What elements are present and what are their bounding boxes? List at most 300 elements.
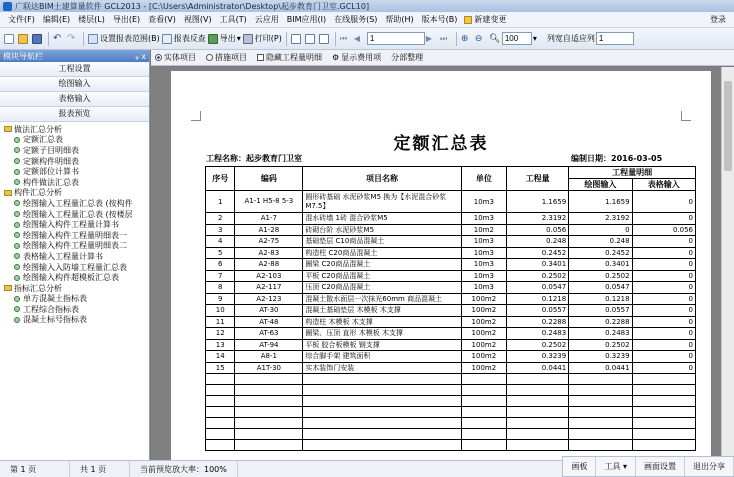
cell-unit: 10m3 (461, 236, 506, 248)
empty-row (206, 407, 696, 418)
cell-name: 混水砖墙 1砖 混合砂浆M5 (303, 213, 461, 225)
tree-report-item[interactable] (0, 294, 149, 305)
folder-icon (4, 190, 12, 196)
undo-button[interactable] (53, 32, 65, 46)
report-reverse-label: 报表反查 (173, 34, 206, 43)
cell-table: 0 (632, 305, 695, 317)
col-header-seq: 序号 (206, 167, 235, 191)
tree-item-label: 定额构件明细表 (23, 156, 79, 166)
cell-table: 0 (632, 270, 695, 282)
empty-cell (235, 407, 303, 418)
empty-cell (506, 407, 568, 418)
report-reverse-icon (162, 34, 172, 44)
cell-qty: 0.0557 (506, 305, 568, 317)
report-range-label: 设置报表范围(B) (100, 34, 160, 43)
cell-code: A2-83 (235, 247, 303, 259)
empty-cell (303, 407, 461, 418)
empty-cell (569, 418, 632, 429)
cell-unit: 100m2 (461, 328, 506, 340)
gear-icon: ⚙ (332, 53, 340, 62)
cell-unit: 100m2 (461, 351, 506, 363)
empty-cell (569, 440, 632, 451)
empty-cell (632, 407, 695, 418)
bottom-tools (562, 456, 734, 477)
cell-code: A2-75 (235, 236, 303, 248)
zoom-dropdown-button[interactable] (533, 32, 545, 46)
report-tree (0, 122, 149, 325)
double-page-icon (305, 34, 315, 44)
nav-table-input[interactable]: 表格输入 (0, 92, 149, 107)
tree-item-label: 绘图输入构件工程量计算书 (23, 220, 119, 230)
open-file-button[interactable] (18, 32, 30, 46)
col-header-qty: 工程量 (506, 167, 568, 191)
radio-selected-icon (155, 54, 162, 61)
empty-cell (506, 374, 568, 385)
cell-draw: 0.2502 (569, 339, 632, 351)
tree-report-item[interactable] (0, 219, 149, 230)
report-range-button[interactable] (88, 32, 160, 46)
multi-page-icon (319, 34, 329, 44)
bottom-tool-tools[interactable]: 工具 ▾ (596, 457, 636, 476)
cell-draw: 0.0441 (569, 362, 632, 374)
empty-cell (461, 407, 506, 418)
cell-code: AT-30 (235, 305, 303, 317)
menu-floor[interactable]: 楼层(L) (78, 15, 105, 24)
table-row (206, 282, 696, 294)
cell-table: 0 (632, 351, 695, 363)
window-title: 广联达BIM土建算量软件 GCL2013 - [C:\Users\Administrator\Desktop\起步教育门卫室.GCL10] (15, 1, 370, 11)
checkbox-label: 隐藏工程量明细 (266, 53, 322, 62)
cell-unit: 100m2 (461, 339, 506, 351)
empty-cell (506, 396, 568, 407)
table-row (206, 362, 696, 374)
cell-table: 0 (632, 362, 695, 374)
cell-table: 0 (632, 328, 695, 340)
cell-table: 0 (632, 282, 695, 294)
cell-name: 圈梁、压顶 直形 木模板 木支撑 (303, 328, 461, 340)
menu-viewport[interactable]: 视图(V) (183, 15, 212, 24)
cell-code: A8-1 (235, 351, 303, 363)
table-row (206, 339, 696, 351)
quota-summary-table (205, 166, 696, 451)
new-file-button[interactable] (4, 32, 16, 46)
cell-name: 混凝土基础垫层 木模板 木支撑 (303, 305, 461, 317)
empty-cell (303, 418, 461, 429)
menu-edit[interactable]: 编辑(E) (42, 15, 71, 24)
tree-report-item[interactable] (0, 304, 149, 315)
report-icon (14, 317, 20, 323)
single-page-button[interactable] (291, 32, 303, 46)
menu-help[interactable]: 帮助(H) (385, 15, 414, 24)
print-label: 打印(P) (254, 34, 282, 43)
report-range-icon (88, 34, 98, 44)
cell-qty: 0.2483 (506, 328, 568, 340)
last-page-icon: ⏭ (439, 33, 448, 43)
toolbar-separator (48, 32, 49, 46)
menu-view[interactable]: 查看(V) (148, 15, 176, 24)
empty-cell (506, 429, 568, 440)
folder-icon (4, 285, 12, 291)
report-icon (14, 200, 20, 206)
magnifier-icon: 🔍︎ (488, 33, 501, 44)
status-total: 共 1 页 (70, 461, 130, 477)
table-row (206, 224, 696, 236)
cell-seq: 1 (206, 191, 235, 213)
cell-name: 压顶 C20商品混凝土 (303, 282, 461, 294)
table-row (206, 259, 696, 271)
cell-seq: 3 (206, 224, 235, 236)
report-icon (14, 306, 20, 312)
tree-folder[interactable] (0, 124, 149, 135)
col-header-code: 编码 (235, 167, 303, 191)
empty-cell (632, 396, 695, 407)
table-row (206, 305, 696, 317)
tree-report-item[interactable] (0, 241, 149, 252)
cell-draw: 0.2288 (569, 316, 632, 328)
empty-cell (206, 396, 235, 407)
cell-table: 0 (632, 259, 695, 271)
empty-cell (461, 418, 506, 429)
empty-cell (206, 429, 235, 440)
tree-item-label: 做法汇总分析 (14, 124, 62, 134)
empty-row (206, 374, 696, 385)
tree-report-item[interactable] (0, 209, 149, 220)
cell-seq: 6 (206, 259, 235, 271)
menu-version[interactable]: 版本号(B) (421, 15, 458, 24)
empty-row (206, 440, 696, 451)
cell-name: 砖砌台阶 水泥砂浆M5 (303, 224, 461, 236)
report-title: 定额汇总表 (393, 134, 489, 154)
report-icon (14, 179, 20, 185)
hide-detail-button[interactable] (257, 52, 322, 63)
cell-seq: 13 (206, 339, 235, 351)
login-button[interactable]: 登录 (710, 15, 726, 24)
redo-icon: ↷ (67, 33, 76, 44)
cell-unit: 10m3 (461, 270, 506, 282)
cell-unit: 10m3 (461, 259, 506, 271)
tree-item-label: 构件汇总分析 (14, 188, 62, 198)
printer-icon (243, 34, 253, 44)
single-page-icon (291, 34, 301, 44)
chevron-down-icon: ▾ (532, 34, 537, 43)
empty-cell (303, 440, 461, 451)
bottom-tool-exit-share[interactable]: 退出分享 (685, 457, 734, 476)
tree-item-label: 绘图输入入防墙工程量汇总表 (23, 262, 127, 272)
tree-report-item[interactable] (0, 177, 149, 188)
tree-item-label: 混凝土标号指标表 (23, 315, 87, 325)
section-sort-button[interactable] (391, 52, 423, 63)
menu-export[interactable]: 导出(E) (112, 15, 141, 24)
tree-report-item[interactable] (0, 230, 149, 241)
cell-seq: 8 (206, 282, 235, 294)
tree-report-item[interactable] (0, 156, 149, 167)
empty-cell (569, 385, 632, 396)
tree-folder[interactable] (0, 283, 149, 294)
first-page-button[interactable] (340, 32, 352, 46)
tree-item-label: 绘图输入构件超模板汇总表 (23, 273, 119, 283)
new-change-button[interactable] (461, 14, 509, 25)
tree-report-item[interactable] (0, 166, 149, 177)
empty-cell (569, 374, 632, 385)
empty-cell (206, 418, 235, 429)
empty-cell (506, 440, 568, 451)
project-name: 工程名称：起步教育门卫室 (206, 154, 302, 163)
report-icon (14, 169, 20, 175)
zoom-in-icon: ⊕ (460, 33, 469, 44)
tree-item-label: 绘图输入构件工程量明细表一 (23, 230, 127, 240)
empty-row (206, 385, 696, 396)
empty-cell (206, 407, 235, 418)
tree-report-item[interactable] (0, 145, 149, 156)
new-change-icon (464, 16, 472, 24)
cell-code: AT-63 (235, 328, 303, 340)
zoom-in-button[interactable] (461, 32, 473, 46)
report-icon (14, 137, 20, 143)
tree-report-item[interactable] (0, 198, 149, 209)
tree-item-label: 定额部位计算书 (23, 167, 79, 177)
toolbar-separator (456, 32, 457, 46)
export-icon (208, 34, 218, 44)
col-header-draw: 绘图输入 (569, 179, 632, 191)
report-options-bar (151, 50, 734, 66)
cell-code: A1-28 (235, 224, 303, 236)
radio-measure-items[interactable] (206, 52, 247, 63)
report-reverse-button[interactable] (162, 32, 206, 46)
magnifier-button[interactable] (489, 32, 501, 46)
empty-cell (303, 374, 461, 385)
toolbar-separator (286, 32, 287, 46)
report-icon (14, 211, 20, 217)
table-row (206, 328, 696, 340)
module-navigation-panel (0, 50, 150, 460)
status-page: 第 1 页 (0, 461, 70, 477)
table-body (206, 191, 696, 451)
cell-unit: 10m3 (461, 213, 506, 225)
menu-file[interactable]: 文件(F) (8, 15, 35, 24)
cell-draw: 2.3192 (569, 213, 632, 225)
cell-seq: 7 (206, 270, 235, 282)
tree-item-label: 绘图输入构件工程量明细表二 (23, 241, 127, 251)
option-label: 分部整理 (391, 53, 424, 62)
redo-button[interactable] (67, 32, 79, 46)
prev-page-button[interactable] (354, 32, 366, 46)
toolbar-separator (83, 32, 84, 46)
cell-code: AT-94 (235, 339, 303, 351)
empty-cell (569, 429, 632, 440)
table-row (206, 191, 696, 213)
menu-cloud[interactable]: 云应用 (254, 15, 279, 24)
cell-code: A2-123 (235, 293, 303, 305)
empty-cell (632, 429, 695, 440)
status-zoom: 当前预览放大率：100% (130, 461, 238, 477)
compile-date: 编制日期：2016-03-05 (571, 154, 663, 163)
report-icon (14, 275, 20, 281)
cell-draw: 0.3239 (569, 351, 632, 363)
empty-cell (461, 374, 506, 385)
empty-cell (569, 407, 632, 418)
empty-row (206, 429, 696, 440)
cell-table: 0 (632, 293, 695, 305)
cell-draw: 0.0557 (569, 305, 632, 317)
empty-cell (235, 418, 303, 429)
cell-seq: 9 (206, 293, 235, 305)
tree-report-item[interactable] (0, 262, 149, 273)
cell-unit: 100m2 (461, 316, 506, 328)
table-row (206, 316, 696, 328)
cell-qty: 0.056 (506, 224, 568, 236)
double-page-button[interactable] (305, 32, 317, 46)
page-number-input[interactable] (367, 32, 425, 45)
report-icon (14, 253, 20, 259)
export-button[interactable] (208, 32, 241, 46)
toolbar (0, 28, 734, 50)
report-icon (14, 243, 20, 249)
new-file-icon (4, 34, 14, 44)
zoom-select[interactable] (502, 32, 532, 45)
table-row (206, 270, 696, 282)
cell-name: 混凝土散水面层一次抹光60mm 商品混凝土 (303, 293, 461, 305)
report-icon (14, 232, 20, 238)
tree-report-item[interactable] (0, 272, 149, 283)
export-label: 导出 (219, 34, 236, 43)
cell-name: 实木装饰门安装 (303, 362, 461, 374)
crop-mark (681, 111, 691, 121)
scrollbar-thumb[interactable] (724, 81, 732, 171)
print-button[interactable] (243, 32, 282, 46)
cell-unit: 10m2 (461, 224, 506, 236)
report-icon (14, 296, 20, 302)
table-row (206, 293, 696, 305)
tree-folder[interactable] (0, 188, 149, 199)
cell-table: 0 (632, 339, 695, 351)
nav-report-preview[interactable]: 报表预览 (0, 107, 149, 122)
tree-item-label: 表格输入工程量计算书 (23, 251, 103, 261)
bottom-tool-screen-settings[interactable]: 画面设置 (636, 457, 685, 476)
table-row (206, 351, 696, 363)
tree-report-item[interactable] (0, 251, 149, 262)
vertical-scrollbar[interactable] (721, 67, 734, 460)
chevron-down-icon: ▾ (236, 34, 241, 43)
col-header-unit: 单位 (461, 167, 506, 191)
empty-cell (303, 396, 461, 407)
nav-drawing-input[interactable]: 绘图输入 (0, 77, 149, 92)
radio-entity-items[interactable] (155, 52, 196, 63)
menu-bar (0, 12, 734, 28)
empty-cell (235, 396, 303, 407)
pin-close-icon[interactable]: ᵩ x (135, 51, 146, 61)
cell-table: 0 (632, 213, 695, 225)
empty-cell (206, 385, 235, 396)
empty-cell (206, 440, 235, 451)
empty-cell (235, 429, 303, 440)
report-icon (14, 158, 20, 164)
menu-tools[interactable]: 工具(T) (219, 15, 247, 24)
cell-qty: 0.3401 (506, 259, 568, 271)
option-label: 显示费用项 (341, 53, 382, 62)
crop-mark (191, 111, 201, 121)
app-logo-icon (3, 2, 12, 11)
cell-seq: 12 (206, 328, 235, 340)
empty-row (206, 418, 696, 429)
cell-draw: 0 (569, 224, 632, 236)
cell-unit: 10m3 (461, 191, 506, 213)
report-icon (14, 222, 20, 228)
menu-bim[interactable]: BIM应用(I) (286, 15, 327, 24)
tree-item-label: 单方混凝土指标表 (23, 294, 87, 304)
tree-report-item[interactable] (0, 315, 149, 326)
checkbox-icon (257, 54, 264, 61)
empty-cell (461, 440, 506, 451)
folder-icon (4, 126, 12, 132)
table-row (206, 247, 696, 259)
empty-cell (632, 385, 695, 396)
menu-online[interactable]: 在线服务(S) (334, 15, 378, 24)
zoom-out-button[interactable] (475, 32, 487, 46)
first-page-icon: ⏮ (339, 33, 348, 43)
cell-qty: 0.2502 (506, 270, 568, 282)
empty-cell (303, 429, 461, 440)
tree-item-label: 工程综合指标表 (23, 304, 79, 314)
tree-item-label: 定额汇总表 (23, 135, 63, 145)
cell-seq: 4 (206, 236, 235, 248)
list-fit-input[interactable] (596, 32, 634, 45)
empty-cell (569, 396, 632, 407)
table-row (206, 236, 696, 248)
cell-seq: 5 (206, 247, 235, 259)
toolbar-separator (335, 32, 336, 46)
tree-item-label: 绘图输入工程量汇总表 (按构件 (23, 198, 133, 208)
tree-report-item[interactable] (0, 135, 149, 146)
radio-icon (206, 54, 213, 61)
cell-table: 0 (632, 191, 695, 213)
last-page-button[interactable] (440, 32, 452, 46)
cell-name: 基础垫层 C10商品混凝土 (303, 236, 461, 248)
tree-item-label: 指标汇总分析 (14, 283, 62, 293)
tree-item-label: 定额子目明细表 (23, 145, 79, 155)
cell-qty: 2.3192 (506, 213, 568, 225)
next-page-button[interactable] (426, 32, 438, 46)
cell-unit: 10m3 (461, 247, 506, 259)
cell-code: A2-103 (235, 270, 303, 282)
nav-project-settings[interactable]: 工程设置 (0, 62, 149, 77)
cell-unit: 100m2 (461, 362, 506, 374)
empty-cell (235, 440, 303, 451)
cell-name: 平板 胶合板模板 钢支撑 (303, 339, 461, 351)
empty-cell (206, 374, 235, 385)
save-icon (32, 34, 42, 44)
title-bar (0, 0, 734, 12)
cell-code: A1-1 H5-8 5-3 (235, 191, 303, 213)
cell-name: 构造柱 C20商品混凝土 (303, 247, 461, 259)
cell-code: A1-7 (235, 213, 303, 225)
cell-code: A2-88 (235, 259, 303, 271)
cell-draw: 1.1659 (569, 191, 632, 213)
cell-qty: 1.1659 (506, 191, 568, 213)
panel-header (0, 50, 149, 62)
empty-cell (461, 396, 506, 407)
empty-cell (632, 418, 695, 429)
table-row (206, 213, 696, 225)
bottom-tool-board[interactable]: 画板 (563, 457, 596, 476)
cell-name: 构造柱 木模板 木支撑 (303, 316, 461, 328)
show-fee-button[interactable] (332, 52, 381, 63)
save-button[interactable] (32, 32, 44, 46)
list-fit-label: 列宽自适应列 (546, 34, 595, 43)
cell-seq: 11 (206, 316, 235, 328)
empty-cell (632, 440, 695, 451)
empty-cell (461, 429, 506, 440)
multi-page-button[interactable] (319, 32, 331, 46)
